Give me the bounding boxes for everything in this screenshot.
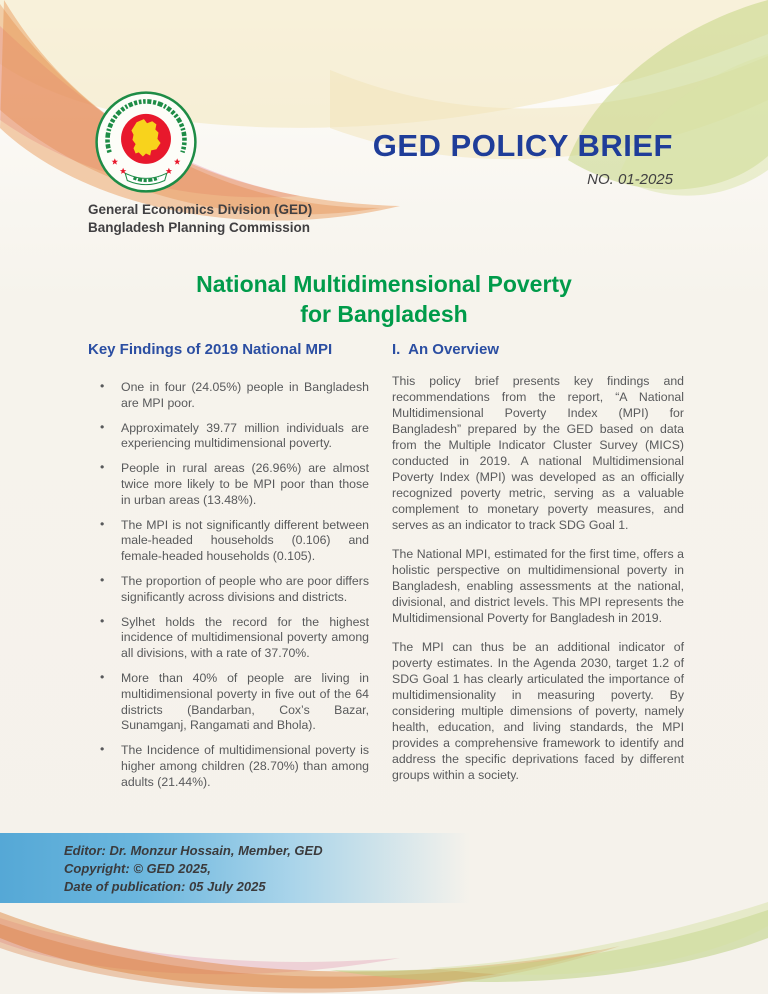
finding-item: • The MPI is not significantly different between male-headed households (0.106) and female-headed households (0.105).	[88, 518, 369, 565]
key-findings-heading: Key Findings of 2019 National MPI	[88, 341, 333, 358]
key-findings-list	[88, 380, 369, 791]
publication-info-band	[0, 833, 470, 903]
govt-emblem-logo	[94, 90, 198, 194]
overview-paragraph: The National MPI, estimated for the first time, offers a holistic perspective on multidimensional poverty in Bangladesh, enabling assessments at the national, divisional, and district levels. This MPI represents the Multidimensional Poverty for Bangladesh in 2019.	[392, 547, 684, 625]
overview-paragraph: This policy brief presents key findings and recommendations from the report, “A National Multidimensional Poverty Index (MPI) for Bangladesh” prepared by the GED based on data from the Multiple Indicator Cluster Survey (MICS) conducted in 2019. A national Multidimensional Poverty Index (MPI) was developed as an officially recognized poverty metric, serving as a valuable complement to monetary poverty measures, and serves as an indicator to track SDG Goal 1.	[392, 374, 684, 532]
org-name-line2: Bangladesh Planning Commission	[88, 219, 311, 235]
overview-section	[392, 341, 684, 800]
document-title	[0, 270, 768, 330]
key-findings-section	[88, 341, 369, 800]
finding-item: • The Incidence of multidimensional poverty is higher among children (28.70%) than among adults (21.44%).	[88, 743, 369, 790]
finding-item: • More than 40% of people are living in multidimensional poverty in five out of the 64 districts (Bandarban, Cox’s Bazar, Sunamganj, Rangamati and Bhola).	[88, 671, 369, 734]
copyright-line: Copyright: © GED 2025,	[64, 861, 211, 876]
editor-line: Editor: Dr. Monzur Hossain, Member, GED	[64, 843, 323, 858]
brief-title: GED POLICY BRIEF	[372, 128, 673, 163]
finding-item: • Approximately 39.77 million individuals are experiencing multidimensional poverty.	[88, 421, 369, 453]
issue-number: NO. 01-2025	[587, 171, 673, 188]
document-title-line1: National Multidimensional Poverty	[196, 271, 572, 297]
document-title-line2: for Bangladesh	[300, 300, 468, 327]
header-logo-block	[88, 90, 338, 236]
overview-paragraph: The MPI can thus be an additional indicator of poverty estimates. In the Agenda 2030, target 1.2 of SDG Goal 1 has clearly articulated the importance of multidimensionality in measuring poverty. By considering multiple dimensions of poverty, namely health, education, and living standards, the MPI provides a comprehensive framework to identify and address the specific deprivations faced by different groups within a society.	[392, 640, 684, 782]
finding-item: • Sylhet holds the record for the highest incidence of multidimensional poverty among all divisions, with a rate of 37.70%.	[88, 615, 369, 662]
publication-date-line: Date of publication: 05 July 2025	[64, 879, 266, 894]
finding-item: • People in rural areas (26.96%) are almost twice more likely to be MPI poor than those in urban areas (13.48%).	[88, 461, 369, 508]
bottom-wave-decoration	[0, 902, 768, 994]
brief-header	[373, 128, 673, 188]
org-name-line1: General Economics Division (GED)	[88, 202, 313, 217]
finding-item: • The proportion of people who are poor differs significantly across divisions and districts.	[88, 574, 369, 606]
finding-item: • One in four (24.05%) people in Bangladesh are MPI poor.	[88, 380, 369, 412]
body-columns	[88, 341, 684, 800]
overview-heading: I. An Overview	[392, 341, 499, 358]
